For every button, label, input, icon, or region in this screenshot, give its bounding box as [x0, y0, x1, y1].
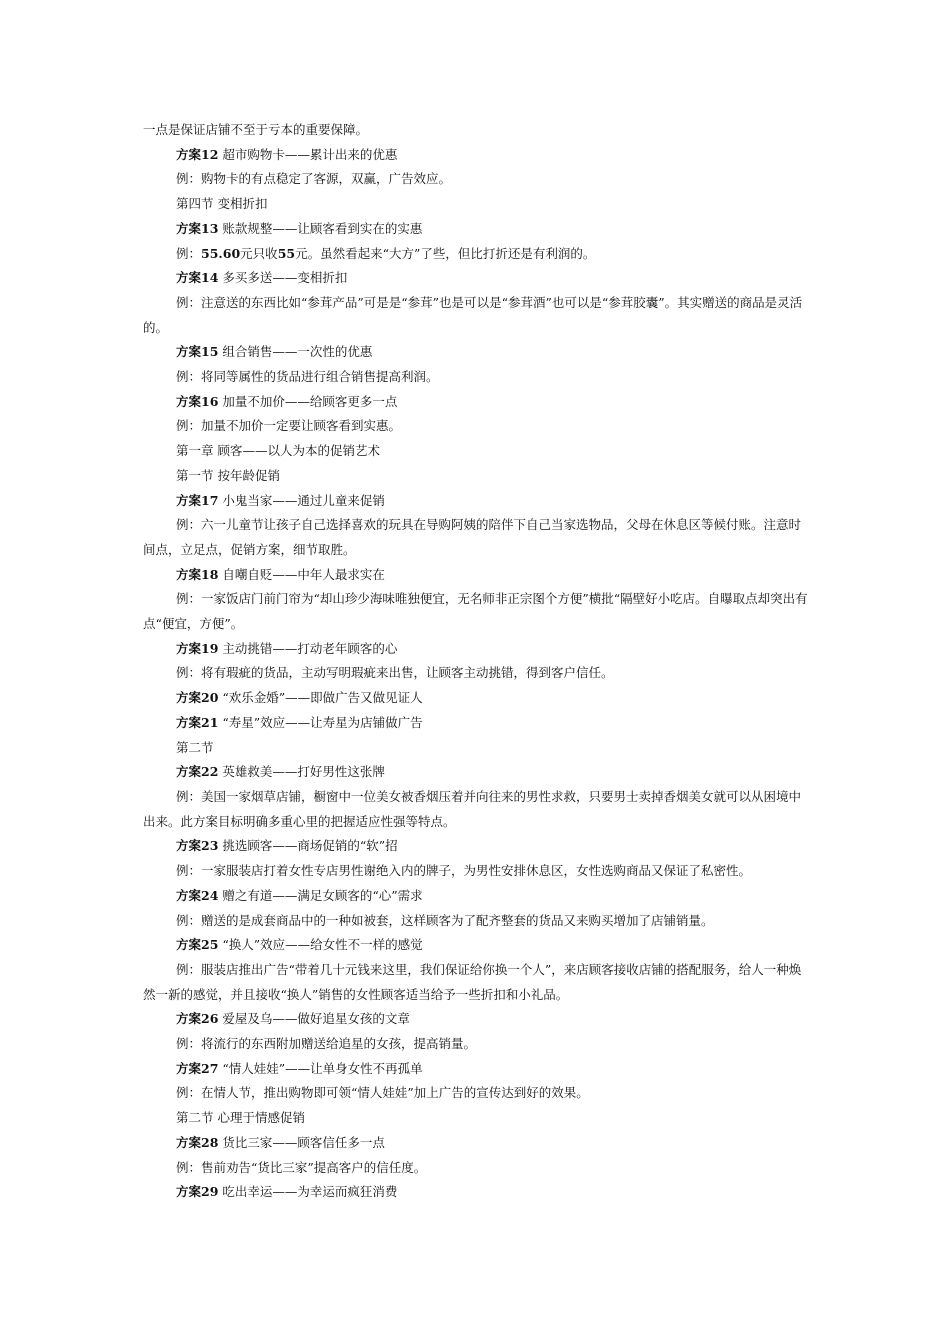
- body-text: 一点是保证店铺不至于亏本的重要保障。: [143, 122, 369, 137]
- plan-label: 方案28: [176, 1134, 219, 1150]
- plan-label: 方案21: [176, 714, 219, 730]
- plan-title: 超市购物卡——累计出来的优惠: [218, 146, 398, 162]
- plan-title: 挑选顾客——商场促销的“软”招: [218, 838, 398, 854]
- body-text: 例：美国一家烟草店铺，橱窗中一位美女被香烟压着并向往来的男性求救，只要男士卖掉香烟美女就可以从困境中出来。此方案目标明确多重心里的把握适应性强等特点。: [143, 788, 802, 829]
- plan-label: 方案25: [176, 937, 219, 953]
- plan-title: 爱屋及乌——做好追星女孩的文章: [218, 1011, 410, 1027]
- plan-title: 主动挑错——打动老年顾客的心: [218, 640, 398, 656]
- plan-heading: [143, 760, 808, 785]
- plan-title: 小鬼当家——通过儿童来促销: [218, 492, 385, 508]
- plan-heading: [143, 1007, 808, 1032]
- plan-title: 吃出幸运——为幸运而疯狂消费: [218, 1184, 398, 1200]
- price-value: 55: [277, 245, 296, 261]
- body-text: 例：将流行的东西附加赠送给追星的女孩，提高销量。: [176, 1036, 477, 1052]
- plan-heading: [143, 884, 808, 909]
- example-paragraph: [143, 958, 808, 1007]
- plan-heading: [143, 637, 808, 662]
- plan-title: 组合销售——一次性的优惠: [218, 344, 373, 360]
- plan-title: 账款规整——让顾客看到实在的实惠: [218, 220, 423, 236]
- example-paragraph: [143, 513, 808, 562]
- section-heading: [143, 192, 808, 217]
- body-text: 例：一家服装店打着女性专店男性谢绝入内的牌子，为男性安排休息区，女性选购商品又保证了私密性。: [176, 863, 752, 879]
- plan-heading: [143, 711, 808, 736]
- body-text: 例：在情人节，推出购物即可领“情人娃娃”加上广告的宣传达到好的效果。: [176, 1085, 589, 1101]
- section-title: 第一节 按年龄促销: [176, 467, 280, 483]
- chapter-title: 第一章 顾客——以人为本的促销艺术: [176, 443, 380, 459]
- section-title: 第二节 心理于情感促销: [176, 1110, 305, 1126]
- example-paragraph: [143, 414, 808, 439]
- body-text: 元只收: [240, 245, 278, 261]
- body-text: 例：: [176, 245, 202, 261]
- body-text: 例：赠送的是成套商品中的一种如被套，这样顾客为了配齐整套的货品又来购买增加了店铺销量。: [176, 912, 714, 928]
- example-paragraph: [143, 1081, 808, 1106]
- chapter-heading: [143, 439, 808, 464]
- plan-label: 方案12: [176, 146, 219, 162]
- example-paragraph: [143, 785, 808, 834]
- section-heading: [143, 464, 808, 489]
- plan-heading: [143, 563, 808, 588]
- document-body: [143, 118, 808, 1205]
- plan-title: “换人”效应——给女性不一样的感觉: [218, 937, 423, 953]
- body-text: 例：购物卡的有点稳定了客源，双赢，广告效应。: [176, 171, 452, 187]
- plan-label: 方案18: [176, 566, 219, 582]
- section-title: 第二节: [176, 739, 214, 755]
- plan-heading: [143, 143, 808, 168]
- plan-heading: [143, 834, 808, 859]
- example-paragraph: [143, 167, 808, 192]
- plan-label: 方案15: [176, 344, 219, 360]
- body-text: 元。虽然看起来“大方”了些，但比打折还是有利润的。: [295, 245, 596, 261]
- paragraph: [143, 118, 808, 143]
- plan-title: 加量不加价——给顾客更多一点: [218, 393, 398, 409]
- plan-title: “情人娃娃”——让单身女性不再孤单: [218, 1060, 423, 1076]
- section-heading: [143, 736, 808, 761]
- plan-heading: [143, 340, 808, 365]
- body-text: 例：注意送的东西比如“参茸产品”可是是“参茸”也是可以是“参茸酒”也可以是“参茸胶囊”。其实赠送的商品是灵活的。: [143, 294, 803, 335]
- example-paragraph: [143, 291, 808, 340]
- plan-title: 多买多送——变相折扣: [218, 270, 348, 286]
- plan-label: 方案19: [176, 640, 219, 656]
- plan-title: 货比三家——顾客信任多一点: [218, 1134, 385, 1150]
- body-text: 例：将有瑕疵的货品，主动写明瑕疵来出售，让顾客主动挑错，得到客户信任。: [176, 665, 614, 681]
- body-text: 例：六一儿童节让孩子自己选择喜欢的玩具在导购阿姨的陪伴下自己当家选物品，父母在休息区等候付账。注意时间点，立足点，促销方案，细节取胜。: [143, 517, 802, 557]
- example-paragraph: [143, 587, 808, 636]
- example-paragraph: [143, 661, 808, 686]
- body-text: 例：服装店推出广告“带着几十元钱来这里，我们保证给你换一个人”，来店顾客接收店铺的搭配服务，给人一种焕然一新的感觉，并且接收“换人”销售的女性顾客适当给予一些折扣和小礼品。: [143, 961, 802, 1002]
- body-text: 例：售前劝告“货比三家”提高客户的信任度。: [176, 1159, 427, 1175]
- price-value: 55.60: [201, 245, 241, 261]
- section-title: 第四节 变相折扣: [176, 196, 268, 212]
- example-paragraph: [143, 242, 808, 267]
- plan-label: 方案26: [176, 1011, 219, 1027]
- plan-title: 英雄救美——打好男性这张牌: [218, 764, 385, 780]
- plan-label: 方案13: [176, 220, 219, 236]
- plan-heading: [143, 1131, 808, 1156]
- plan-label: 方案22: [176, 764, 219, 780]
- body-text: 例：一家饭店门前门帘为“却山珍少海味唯独便宜，无名师非正宗图个方便”横批“隔壁好小吃店。自曝取点却突出有点“便宜，方便”。: [143, 591, 808, 632]
- plan-label: 方案29: [176, 1184, 219, 1200]
- plan-heading: [143, 489, 808, 514]
- plan-heading: [143, 217, 808, 242]
- plan-heading: [143, 1057, 808, 1082]
- plan-label: 方案23: [176, 838, 219, 854]
- plan-heading: [143, 933, 808, 958]
- plan-label: 方案24: [176, 887, 219, 903]
- plan-heading: [143, 686, 808, 711]
- plan-label: 方案14: [176, 270, 219, 286]
- body-text: 例：将同等属性的货品进行组合销售提高利润。: [176, 369, 439, 385]
- plan-heading: [143, 266, 808, 291]
- plan-label: 方案16: [176, 393, 219, 409]
- plan-label: 方案17: [176, 492, 219, 508]
- plan-title: “寿星”效应——让寿星为店铺做广告: [218, 714, 423, 730]
- plan-title: 赠之有道——满足女顾客的“心”需求: [218, 887, 423, 903]
- example-paragraph: [143, 859, 808, 884]
- example-paragraph: [143, 909, 808, 934]
- example-paragraph: [143, 1032, 808, 1057]
- plan-label: 方案20: [176, 690, 219, 706]
- section-heading: [143, 1106, 808, 1131]
- plan-label: 方案27: [176, 1060, 219, 1076]
- plan-heading: [143, 390, 808, 415]
- plan-title: 自嘲自贬——中年人最求实在: [218, 566, 385, 582]
- example-paragraph: [143, 365, 808, 390]
- example-paragraph: [143, 1156, 808, 1181]
- plan-heading: [143, 1180, 808, 1205]
- plan-title: “欢乐金婚”——即做广告又做见证人: [218, 690, 423, 706]
- body-text: 例：加量不加价一定要让顾客看到实惠。: [176, 418, 402, 434]
